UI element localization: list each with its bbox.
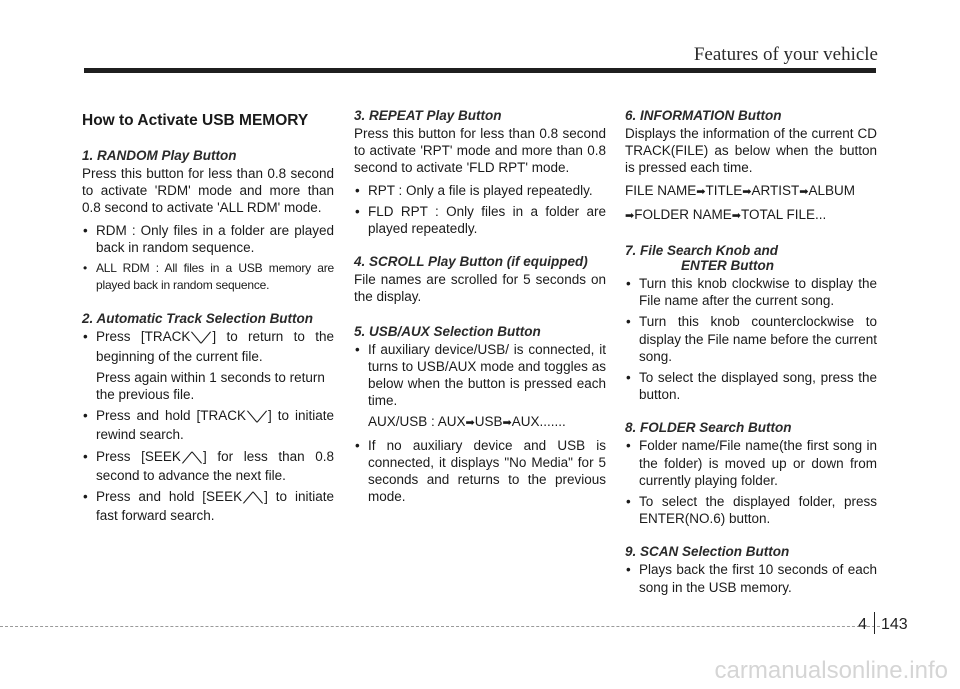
arrow-icon: ➡ — [742, 185, 752, 198]
bullet-folder-select: • To select the displayed folder, press ENTER(NO.6) button. — [625, 493, 877, 527]
bullet-text: Press [SEEK — [96, 448, 181, 464]
bullet-seek-advance — [82, 448, 334, 484]
subheading-text: 7. File Search Knob and — [625, 243, 779, 259]
sequence-text: TITLE — [705, 182, 743, 198]
bullet-text: Press and hold [TRACK — [96, 408, 246, 424]
subheading-information: 6. INFORMATION Button — [625, 108, 782, 123]
watermark: carmanualsonline.info — [714, 657, 948, 684]
bullet-fld-rpt: • FLD RPT : Only files in a folder are played repeatedly. — [354, 203, 606, 237]
indented-note: Press again within 1 seconds to return the previous file. — [96, 369, 325, 403]
bullet-rdm: • RDM : Only files in a folder are played back in random sequence. — [82, 222, 334, 256]
bullet-text: Press [TRACK — [96, 329, 191, 345]
paragraph-random: Press this button for less than 0.8 second to activate 'RDM' mode and more than 0.8 second to activate 'ALL RDM' mode. — [82, 166, 334, 216]
arrow-icon: ➡ — [731, 209, 741, 222]
footer-rule — [0, 626, 880, 627]
track-down-icon: ╲╱ — [247, 412, 267, 424]
bullet-select-song: • To select the displayed song, press the button. — [625, 369, 877, 403]
bullet-seek-forward — [82, 488, 334, 524]
arrow-icon: ➡ — [465, 417, 475, 430]
page-number-divider — [874, 612, 875, 634]
usb-aux-sequence — [354, 413, 606, 432]
paragraph-scroll: File names are scrolled for 5 seconds on the display. — [354, 272, 606, 305]
bullet-no-media: • If no auxiliary device and USB is connected, it displays "No Media" for 5 seconds and returns to the previous mode. — [354, 437, 606, 506]
bullet-all-rdm: • ALL RDM : All files in a USB memory are played back in random sequence. — [82, 260, 334, 294]
page-number: 143 — [881, 616, 908, 633]
column-2 — [354, 108, 606, 509]
arrow-icon: ➡ — [625, 209, 635, 222]
arrow-icon: ➡ — [799, 185, 809, 198]
header-rule — [84, 68, 876, 73]
paragraph-repeat: Press this button for less than 0.8 second to activate 'RPT' mode and more than 0.8 second to activate 'FLD RPT' mode. — [354, 126, 606, 176]
bullet-track-rewind — [82, 407, 334, 443]
sequence-text: AUX/USB : AUX — [368, 414, 466, 430]
track-down-icon: ╲╱ — [191, 333, 212, 345]
bullet-text: ] to return to the beginning of the current file. — [96, 329, 334, 364]
subheading-file-search — [625, 243, 877, 273]
seek-up-icon: ╱╲ — [182, 452, 202, 464]
subheading-random: 1. RANDOM Play Button — [82, 148, 237, 163]
bullet-scan: • Plays back the first 10 seconds of each song in the USB memory. — [625, 561, 877, 595]
subheading-repeat: 3. REPEAT Play Button — [354, 108, 502, 123]
arrow-icon: ➡ — [696, 185, 706, 198]
sequence-text: USB — [474, 414, 503, 430]
subheading-scan: 9. SCAN Selection Button — [625, 544, 790, 560]
sequence-text: FOLDER NAME — [634, 206, 732, 222]
sequence-text: TOTAL FILE... — [740, 206, 827, 222]
bullet-text: Press and hold [SEEK — [96, 489, 243, 505]
subheading-folder-search: 8. FOLDER Search Button — [625, 420, 792, 436]
bullet-text: ] for less than 0.8 second to advance the next file. — [96, 448, 334, 483]
subheading-scroll: 4. SCROLL Play Button (if equipped) — [354, 254, 588, 270]
seek-up-icon: ╱╲ — [243, 493, 263, 505]
subheading-usb-aux: 5. USB/AUX Selection Button — [354, 323, 541, 339]
bullet-track-return — [82, 328, 334, 364]
bullet-text: ] to initiate rewind search. — [96, 408, 334, 443]
subheading-text: ENTER Button — [681, 258, 774, 274]
bullet-folder-move: • Folder name/File name(the first song in the folder) is moved up or down from currently playing folder. — [625, 437, 877, 489]
sequence-text: AUX....... — [511, 414, 566, 430]
bullet-counterclockwise: • Turn this knob counterclockwise to display the File name before the current song. — [625, 313, 877, 365]
arrow-icon: ➡ — [502, 417, 512, 430]
bullet-rpt: • RPT : Only a file is played repeatedly. — [354, 182, 606, 199]
paragraph-information: Displays the information of the current CD TRACK(FILE) as below when the button is pressed each time. — [625, 126, 877, 176]
sequence-text: FILE NAME — [625, 182, 697, 198]
bullet-clockwise: • Turn this knob clockwise to display the File name after the current song. — [625, 275, 877, 309]
sequence-text: ALBUM — [808, 182, 855, 198]
chapter-number: 4 — [858, 616, 867, 633]
bullet-usb-aux-connected: • If auxiliary device/USB/ is connected, it turns to USB/AUX mode and toggles as below when the button is pressed each time. — [354, 341, 606, 410]
section-header: Features of your vehicle — [693, 44, 878, 65]
sequence-text: ARTIST — [751, 182, 800, 198]
info-sequence-line-1 — [625, 182, 877, 201]
column-1 — [82, 108, 334, 528]
column-3 — [625, 108, 877, 600]
subheading-track-selection: 2. Automatic Track Selection Button — [82, 311, 314, 327]
info-sequence-line-2 — [625, 206, 877, 225]
page-heading: How to Activate USB MEMORY — [82, 112, 309, 129]
bullet-text: ] to initiate fast forward search. — [96, 489, 334, 524]
